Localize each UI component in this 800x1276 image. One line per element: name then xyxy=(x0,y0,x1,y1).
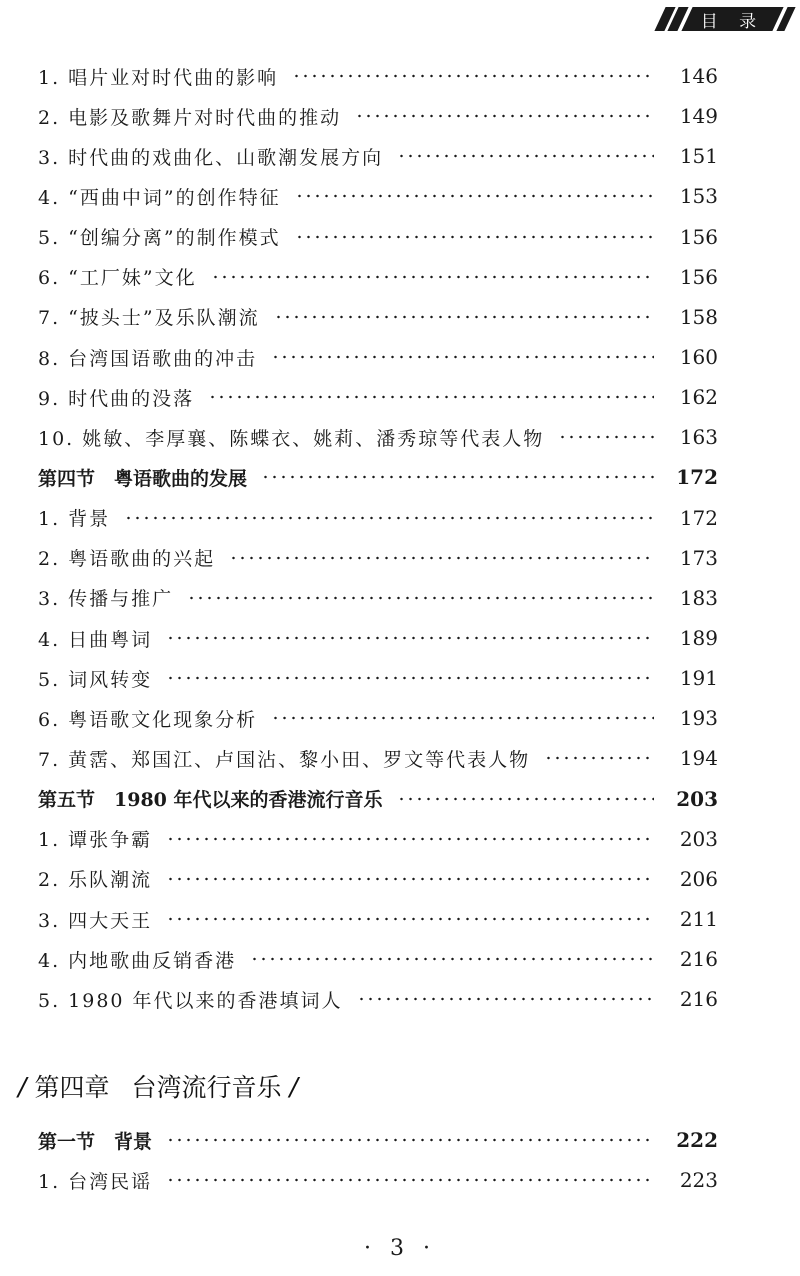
toc-list xyxy=(38,56,718,1019)
toc-entry-title: 1. 台湾民谣 xyxy=(38,1170,153,1193)
toc-entry-page: 151 xyxy=(679,144,718,169)
toc-header-tag xyxy=(660,6,790,32)
toc-entry-page: 222 xyxy=(676,1128,718,1153)
toc-entry[interactable] xyxy=(38,498,718,538)
dot-leader xyxy=(355,114,654,118)
chapter-title: 台湾流行音乐 xyxy=(131,1073,282,1102)
header-slash-decoration xyxy=(660,7,683,31)
toc-entry[interactable] xyxy=(38,297,718,337)
toc-entry-title: 6. 粤语歌文化现象分析 xyxy=(38,708,258,731)
dot-leader xyxy=(261,475,654,479)
dot-leader xyxy=(295,194,654,198)
header-label-box xyxy=(681,7,784,31)
toc-entry-page: 156 xyxy=(679,264,718,289)
toc-entry-title: 7. “披头士”及乐队潮流 xyxy=(38,307,260,330)
toc-entry-title: 1. 背景 xyxy=(38,508,111,531)
dot-leader xyxy=(397,797,655,801)
dot-leader xyxy=(295,235,654,239)
dot-leader xyxy=(166,1178,654,1182)
dot-leader xyxy=(166,676,654,680)
toc-entry-page: 146 xyxy=(679,64,718,89)
chapter-heading[interactable] xyxy=(10,1066,306,1106)
dot-leader xyxy=(166,636,654,640)
dot-leader xyxy=(166,1138,654,1142)
toc-entry[interactable] xyxy=(38,1160,718,1200)
toc-entry[interactable] xyxy=(38,136,718,176)
toc-entry-page: 172 xyxy=(676,465,718,490)
toc-entry-title: 3. 四大天王 xyxy=(38,909,153,932)
toc-entry[interactable] xyxy=(38,578,718,618)
toc-entry[interactable] xyxy=(38,899,718,939)
toc-entry[interactable] xyxy=(38,859,718,899)
page-number: · 3 · xyxy=(364,1236,436,1261)
toc-entry-page: 203 xyxy=(676,786,718,811)
toc-entry-page: 193 xyxy=(679,706,718,731)
toc-entry-page: 203 xyxy=(679,826,718,851)
toc-entry[interactable] xyxy=(38,377,718,417)
toc-entry-title: 9. 时代曲的没落 xyxy=(38,387,195,410)
toc-entry-title: 5. 1980 年代以来的香港填词人 xyxy=(38,989,343,1012)
toc-entry-page: 156 xyxy=(679,224,718,249)
toc-entry-page: 172 xyxy=(679,505,718,530)
chapter-slash-right: / xyxy=(289,1071,298,1101)
toc-entry-page: 211 xyxy=(679,907,718,932)
dot-leader xyxy=(271,716,654,720)
toc-entry-page: 206 xyxy=(679,866,718,891)
dot-leader xyxy=(357,997,654,1001)
toc-entry-page: 160 xyxy=(679,345,718,370)
dot-leader xyxy=(229,556,654,560)
toc-entry-page: 162 xyxy=(679,385,718,410)
toc-entry[interactable] xyxy=(38,56,718,96)
toc-entry-title: 4. 日曲粤词 xyxy=(38,628,153,651)
toc-entry-title: 4. 内地歌曲反销香港 xyxy=(38,949,237,972)
dot-leader xyxy=(166,917,654,921)
toc-section-heading[interactable] xyxy=(38,457,718,497)
toc-entry[interactable] xyxy=(38,658,718,698)
chapter-number: 第四章 xyxy=(34,1073,110,1102)
dot-leader xyxy=(166,877,654,881)
toc-entry-title: 7. 黄霑、郑国江、卢国沾、黎小田、罗文等代表人物 xyxy=(38,748,531,771)
toc-list-chapter-4 xyxy=(38,1120,718,1200)
toc-entry[interactable] xyxy=(38,738,718,778)
toc-entry-title: 10. 姚敏、李厚襄、陈蝶衣、姚莉、潘秀琼等代表人物 xyxy=(38,427,545,450)
toc-entry-title: 5. 词风转变 xyxy=(38,668,153,691)
toc-entry-page: 189 xyxy=(679,626,718,651)
chapter-slash-left: / xyxy=(18,1071,27,1101)
toc-section-title: 第四节 粤语歌曲的发展 xyxy=(38,467,248,490)
dot-leader xyxy=(124,516,654,520)
toc-entry-page: 216 xyxy=(679,987,718,1012)
dot-leader xyxy=(166,837,654,841)
toc-entry-title: 2. 电影及歌舞片对时代曲的推动 xyxy=(38,106,342,129)
dot-leader xyxy=(558,435,654,439)
dot-leader xyxy=(250,957,654,961)
toc-entry-title: 2. 乐队潮流 xyxy=(38,869,153,892)
toc-entry-title: 2. 粤语歌曲的兴起 xyxy=(38,548,216,571)
toc-entry-title: 1. 谭张争霸 xyxy=(38,829,153,852)
toc-entry-title: 8. 台湾国语歌曲的冲击 xyxy=(38,347,258,370)
toc-entry-page: 223 xyxy=(679,1168,718,1193)
toc-section-title: 第五节 1980 年代以来的香港流行音乐 xyxy=(38,789,383,812)
toc-entry[interactable] xyxy=(38,819,718,859)
toc-entry-page: 149 xyxy=(679,104,718,129)
toc-entry[interactable] xyxy=(38,417,718,457)
dot-leader xyxy=(271,355,654,359)
dot-leader xyxy=(208,395,654,399)
toc-entry[interactable] xyxy=(38,337,718,377)
toc-entry[interactable] xyxy=(38,217,718,257)
header-label: 目 录 xyxy=(700,11,764,32)
toc-entry[interactable] xyxy=(38,257,718,297)
toc-section-heading[interactable] xyxy=(38,779,718,819)
toc-entry-title: 3. 传播与推广 xyxy=(38,588,174,611)
dot-leader xyxy=(211,275,654,279)
toc-entry[interactable] xyxy=(38,939,718,979)
toc-entry-page: 183 xyxy=(679,585,718,610)
toc-entry-title: 3. 时代曲的戏曲化、山歌潮发展方向 xyxy=(38,146,384,169)
toc-entry-page: 158 xyxy=(679,304,718,329)
dot-leader xyxy=(292,74,654,78)
toc-entry-title: 5. “创编分离”的制作模式 xyxy=(38,227,281,250)
toc-entry[interactable] xyxy=(38,698,718,738)
toc-entry[interactable] xyxy=(38,96,718,136)
toc-entry[interactable] xyxy=(38,176,718,216)
toc-entry-title: 4. “西曲中词”的创作特征 xyxy=(38,186,281,209)
toc-entry-page: 173 xyxy=(679,545,718,570)
toc-entry-title: 1. 唱片业对时代曲的影响 xyxy=(38,66,279,89)
toc-entry-page: 216 xyxy=(679,947,718,972)
dot-leader xyxy=(274,315,654,319)
toc-section-heading[interactable] xyxy=(38,1120,718,1160)
toc-section-title: 第一节 背景 xyxy=(38,1130,153,1153)
toc-entry-page: 153 xyxy=(679,184,718,209)
toc-entry-page: 194 xyxy=(679,746,718,771)
toc-entry[interactable] xyxy=(38,538,718,578)
toc-entry[interactable] xyxy=(38,979,718,1019)
dot-leader xyxy=(544,756,654,760)
toc-entry-page: 163 xyxy=(679,425,718,450)
dot-leader xyxy=(397,154,654,158)
toc-entry-title: 6. “工厂妹”文化 xyxy=(38,267,197,290)
toc-entry[interactable] xyxy=(38,618,718,658)
dot-leader xyxy=(187,596,654,600)
toc-entry-page: 191 xyxy=(679,666,718,691)
